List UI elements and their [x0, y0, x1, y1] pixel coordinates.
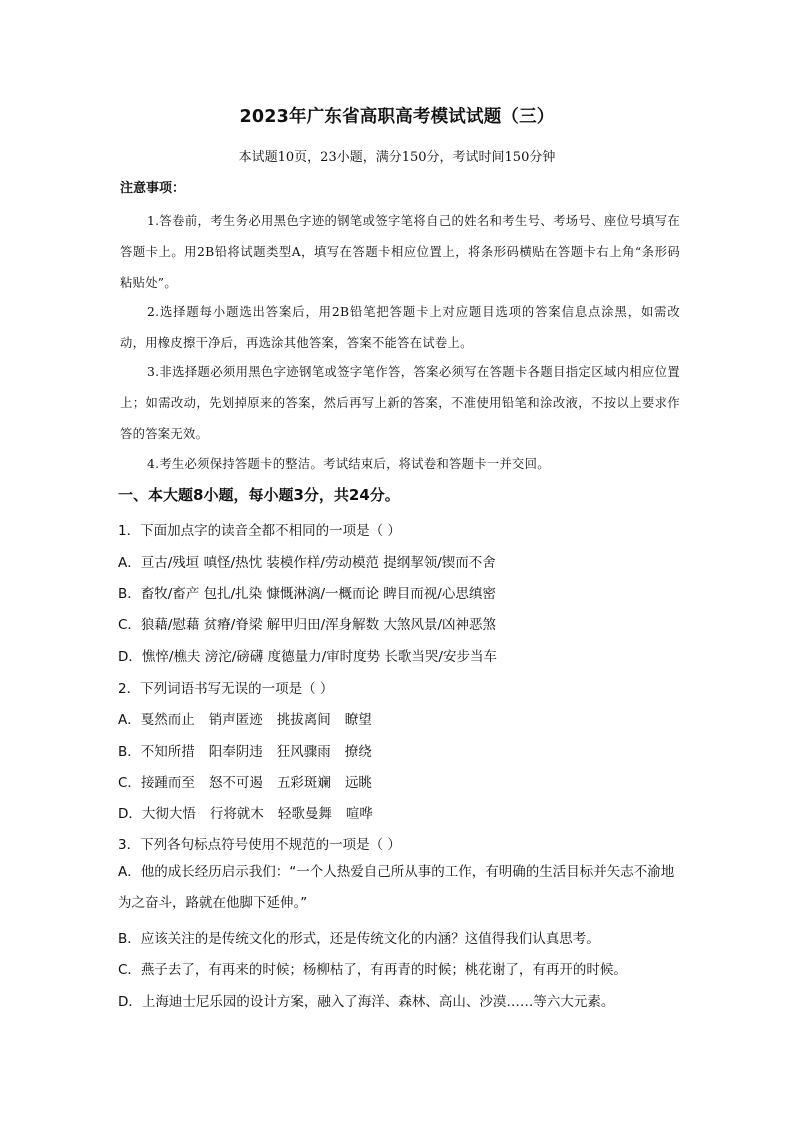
option-letter: D．: [118, 806, 142, 822]
option-letter: A．: [118, 712, 141, 728]
question-2-option-b: [118, 740, 386, 760]
option-letter: B．: [118, 744, 141, 760]
option-letter: C．: [118, 775, 141, 791]
notice-item-2: 2.选择题每小题选出答案后，用2B铅笔把答题卡上对应题目选项的答案信息点涂黑，如需改动，用橡皮擦干净后，再选涂其他答案，答案不能答在试卷上。: [120, 305, 680, 350]
section-heading: 一、本大题8小题，每小题3分，共24分。: [118, 486, 400, 504]
notice-heading: 注意事项：: [120, 181, 186, 196]
notice-item-1: 1.答卷前，考生务必用黑色字迹的钢笔或签字笔将自己的姓名和考生号、考场号、座位号填写在答题卡上。用2B铅将试题类型A，填写在答题卡相应位置上，将条形码横贴在答题卡右上角“条形码粘贴处”。: [120, 214, 680, 290]
exam-title: 2023年广东省高职高考模试试题（三）: [239, 107, 555, 127]
notice-item-4: 4.考生必须保持答题卡的整洁。考试结束后，将试卷和答题卡一并交回。: [147, 457, 550, 471]
notice-item-3: 3.非选择题必须用黑色字迹钢笔或签字笔作答，答案必须写在答题卡各题目指定区域内相应位置上；如需改动，先划掉原来的答案，然后再写上新的答案，不准使用铅笔和涂改液，不按以上要求作答的答案无效。: [120, 365, 680, 441]
question-3-option-b: B．应该关注的是传统文化的形式，还是传统文化的内涵？这值得我们认真思考。: [118, 931, 600, 947]
option-word: 喧哗: [345, 806, 373, 822]
option-word: 阳奉阴违: [208, 744, 263, 760]
option-word: 狂风骤雨: [276, 744, 331, 760]
question-3-option-a: A．他的成长经历启示我们：“一个人热爱自己所从事的工作，有明确的生活目标并矢志不渝地为之奋斗，路就在他脚下延伸。”: [118, 864, 675, 911]
question-1-stem: 1．下面加点字的读音全都不相同的一项是（ ）: [118, 523, 401, 539]
option-word: 瞭望: [344, 712, 372, 728]
option-word: 五彩斑斓: [276, 775, 331, 791]
question-1-option-a: A．亘古/残垣 嗔怪/热忱 装模作样/劳动模范 提纲挈领/锲而不舍: [118, 555, 496, 571]
option-word: 不知所措: [140, 744, 195, 760]
question-1-option-d: D．憔悴/樵夫 滂沱/磅礴 度德量力/审时度势 长歌当哭/安步当车: [118, 649, 497, 665]
option-word: 行将就木: [209, 806, 264, 822]
option-word: 销声匿迹: [208, 712, 263, 728]
question-2-option-a: [118, 708, 386, 728]
option-word: 轻歌曼舞: [277, 806, 332, 822]
question-3-stem: 3．下列各句标点符号使用不规范的一项是（ ）: [118, 837, 401, 853]
question-3-option-d: D．上海迪士尼乐园的设计方案，融入了海洋、森林、高山、沙漠……等六大元素。: [118, 994, 615, 1010]
option-word: 挑拔离间: [276, 712, 331, 728]
option-word: 远眺: [344, 775, 372, 791]
option-word: 接踵而至: [140, 775, 195, 791]
question-1-option-b: B．畜牧/畜产 包扎/扎染 慷慨淋漓/一概而论 睥目而视/心思缜密: [118, 586, 496, 602]
question-2-option-c: [118, 771, 386, 791]
question-2-stem: 2．下列词语书写无误的一项是（ ）: [118, 681, 334, 697]
option-word: 怒不可遏: [208, 775, 263, 791]
exam-subtitle: 本试题10页，23小题，满分150分，考试时间150分钟: [238, 150, 556, 165]
option-word: 戛然而止: [140, 712, 195, 728]
option-word: 大彻大悟: [141, 806, 196, 822]
option-word: 撩绕: [344, 744, 372, 760]
question-1-option-c: C．狼藉/慰藉 贫瘠/脊梁 解甲归田/浑身解数 大煞风景/凶神恶煞: [118, 617, 496, 633]
question-2-option-d: [118, 802, 387, 822]
question-3-option-c: C．燕子去了，有再来的时候；杨柳枯了，有再青的时候；桃花谢了，有再开的时候。: [118, 962, 627, 978]
